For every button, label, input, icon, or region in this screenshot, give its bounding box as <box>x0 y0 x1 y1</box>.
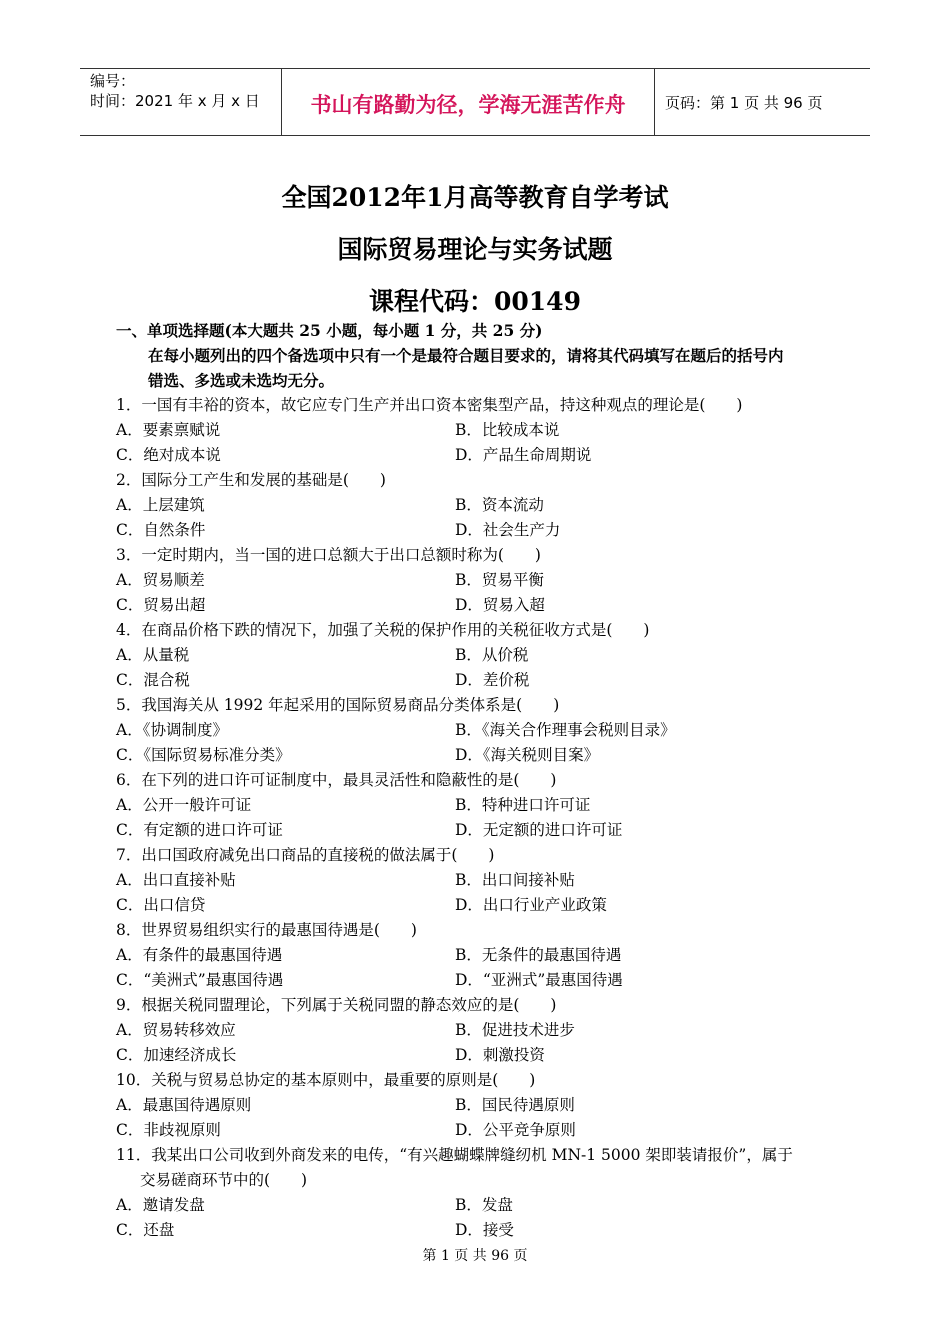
option-b: B．资本流动 <box>455 496 544 514</box>
exam-title: 全国2012年1月高等教育自学考试 <box>281 183 669 212</box>
option-b: B．《海关合作理事会税则目录》 <box>455 721 676 739</box>
option-a: A．有条件的最惠国待遇 <box>116 946 283 964</box>
option-b: B．促进技术进步 <box>455 1021 575 1039</box>
option-b: B．特种进口许可证 <box>455 796 591 814</box>
option-a: A．最惠国待遇原则 <box>116 1096 252 1114</box>
section-instruction <box>148 343 868 393</box>
option-c: C．还盘 <box>116 1221 175 1239</box>
option-a: A．邀请发盘 <box>116 1196 205 1214</box>
option-d: D．《海关税则目案》 <box>455 746 600 764</box>
option-a: A．上层建筑 <box>116 496 205 514</box>
option-b: B．出口间接补贴 <box>455 871 575 889</box>
option-b: B．发盘 <box>455 1196 513 1214</box>
question-stem: 3．一定时期内，当一国的进口总额大于出口总额时称为( ) <box>116 546 541 564</box>
option-d: D．产品生命周期说 <box>455 446 592 464</box>
question-stem: 9．根据关税同盟理论，下列属于关税同盟的静态效应的是( ) <box>116 996 557 1014</box>
option-c: C．加速经济成长 <box>116 1046 237 1064</box>
question-stem-continued: 交易磋商环节中的( ) <box>140 1171 308 1189</box>
option-c: C．《国际贸易标准分类》 <box>116 746 291 764</box>
header-page-label: 页码：第 1 页 共 96 页 <box>665 93 823 112</box>
page-footer: 第 1 页 共 96 页 <box>422 1248 528 1264</box>
option-c: C．绝对成本说 <box>116 446 221 464</box>
option-d: D．差价税 <box>455 671 530 689</box>
option-d: D．刺激投资 <box>455 1046 545 1064</box>
section-instruction-line: 在每小题列出的四个备选项中只有一个是最符合题目要求的，请将其代码填写在题后的括号内 <box>148 346 784 365</box>
option-c: C．自然条件 <box>116 521 206 539</box>
option-a: A．贸易转移效应 <box>116 1021 236 1039</box>
option-b: B．国民待遇原则 <box>455 1096 575 1114</box>
section-instruction-line: 错选、多选或未选均无分。 <box>148 371 335 390</box>
option-a: A．《协调制度》 <box>116 721 228 739</box>
option-d: D．出口行业产业政策 <box>455 896 607 914</box>
question-stem: 2．国际分工产生和发展的基础是( ) <box>116 471 386 489</box>
section-heading: 一、单项选择题(本大题共 25 小题，每小题 1 分，共 25 分) <box>116 321 543 340</box>
option-d: D．社会生产力 <box>455 521 561 539</box>
option-d: D．“亚洲式”最惠国待遇 <box>455 971 623 989</box>
option-a: A．从量税 <box>116 646 190 664</box>
question-stem: 7．出口国政府减免出口商品的直接税的做法属于( ) <box>116 846 495 864</box>
option-c: C．混合税 <box>116 671 190 689</box>
option-b: B．比较成本说 <box>455 421 560 439</box>
exam-subject: 国际贸易理论与实务试题 <box>337 235 613 264</box>
option-c: C．贸易出超 <box>116 596 206 614</box>
option-b: B．从价税 <box>455 646 529 664</box>
question-stem: 11．我某出口公司收到外商发来的电传，“有兴趣蝴蝶牌缝纫机 MN-1 5000 架即装请报价”，属于 <box>116 1146 793 1164</box>
option-a: A．公开一般许可证 <box>116 796 252 814</box>
page-header <box>80 68 870 136</box>
option-b: B．贸易平衡 <box>455 571 544 589</box>
option-c: C．“美洲式”最惠国待遇 <box>116 971 284 989</box>
option-c: C．有定额的进口许可证 <box>116 821 283 839</box>
document-time-label: 时间：2021 年 x 月 x 日 <box>90 92 260 110</box>
question-stem: 10．关税与贸易总协定的基本原则中，最重要的原则是( ) <box>116 1071 536 1089</box>
option-d: D．贸易入超 <box>455 596 545 614</box>
option-a: A．要素禀赋说 <box>116 421 221 439</box>
option-a: A．出口直接补贴 <box>116 871 236 889</box>
option-d: D．公平竞争原则 <box>455 1121 576 1139</box>
header-motto: 书山有路勤为径，学海无涯苦作舟 <box>282 69 655 135</box>
option-c: C．出口信贷 <box>116 896 206 914</box>
option-d: D．接受 <box>455 1221 514 1239</box>
question-stem: 8．世界贸易组织实行的最惠国待遇是( ) <box>116 921 417 939</box>
option-b: B．无条件的最惠国待遇 <box>455 946 622 964</box>
course-code: 课程代码：00149 <box>369 287 581 316</box>
document-id-label: 编号： <box>90 72 136 90</box>
question-stem: 5．我国海关从 1992 年起采用的国际贸易商品分类体系是( ) <box>116 696 560 714</box>
option-d: D．无定额的进口许可证 <box>455 821 623 839</box>
question-stem: 1．一国有丰裕的资本，故它应专门生产并出口资本密集型产品，持这种观点的理论是( ) <box>116 396 743 414</box>
option-c: C．非歧视原则 <box>116 1121 221 1139</box>
question-stem: 6．在下列的进口许可证制度中，最具灵活性和隐蔽性的是( ) <box>116 771 557 789</box>
question-stem: 4．在商品价格下跌的情况下，加强了关税的保护作用的关税征收方式是( ) <box>116 621 650 639</box>
header-meta <box>80 69 282 135</box>
option-a: A．贸易顺差 <box>116 571 205 589</box>
